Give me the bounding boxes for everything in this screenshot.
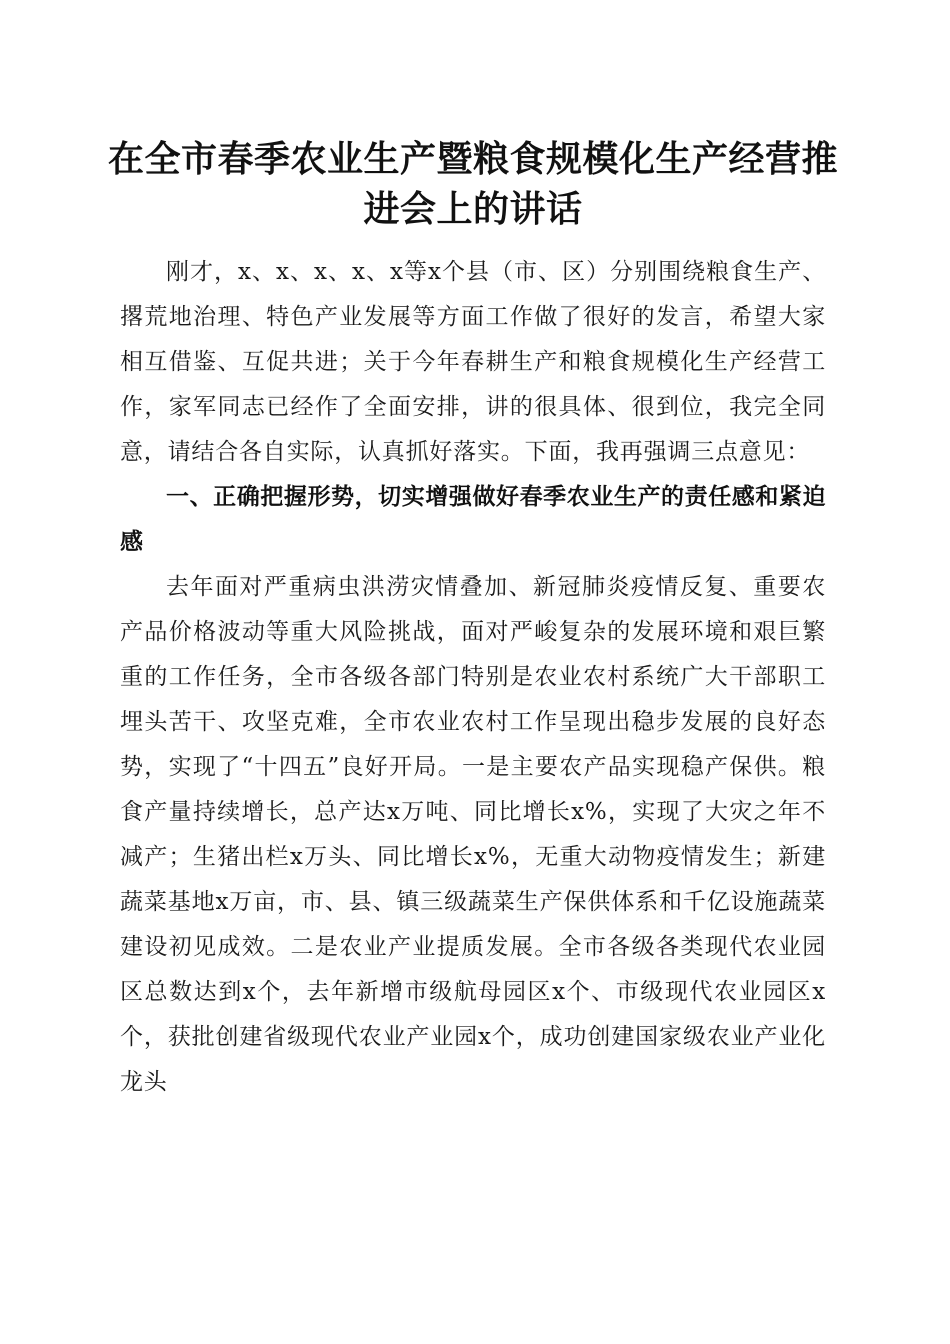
document-body xyxy=(120,250,826,1105)
section-one-paragraph: 去年面对严重病虫洪涝灾情叠加、新冠肺炎疫情反复、重要农产品价格波动等重大风险挑战，面对严峻复杂的发展环境和艰巨繁重的工作任务，全市各级各部门特别是农业农村系统广大干部职工埋头苦干、攻坚克难，全市农业农村工作呈现出稳步发展的良好态势，实现了“十四五”良好开局。一是主要农产品实现稳产保供。粮食产量持续增长，总产达x万吨、同比增长x%，实现了大灾之年不减产；生猪出栏x万头、同比增长x%，无重大动物疫情发生；新建蔬菜基地x万亩，市、县、镇三级蔬菜生产保供体系和千亿设施蔬菜建设初见成效。二是农业产业提质发展。全市各级各类现代农业园区总数达到x个，去年新增市级航母园区x个、市级现代农业园区x个，获批创建省级现代农业产业园x个，成功创建国家级农业产业化龙头 xyxy=(120,574,826,1095)
opening-paragraph: 刚才，x、x、x、x、x等x个县（市、区）分别围绕粮食生产、撂荒地治理、特色产业发展等方面工作做了很好的发言，希望大家相互借鉴、互促共进；关于今年春耕生产和粮食规模化生产经营工作，家军同志已经作了全面安排，讲的很具体、很到位，我完全同意，请结合各自实际，认真抓好落实。下面，我再强调三点意见： xyxy=(120,259,826,465)
document-title: 在全市春季农业生产暨粮食规模化生产经营推进会上的讲话 xyxy=(107,138,838,230)
section-heading-one: 一、正确把握形势，切实增强做好春季农业生产的责任感和紧迫感 xyxy=(120,484,826,555)
